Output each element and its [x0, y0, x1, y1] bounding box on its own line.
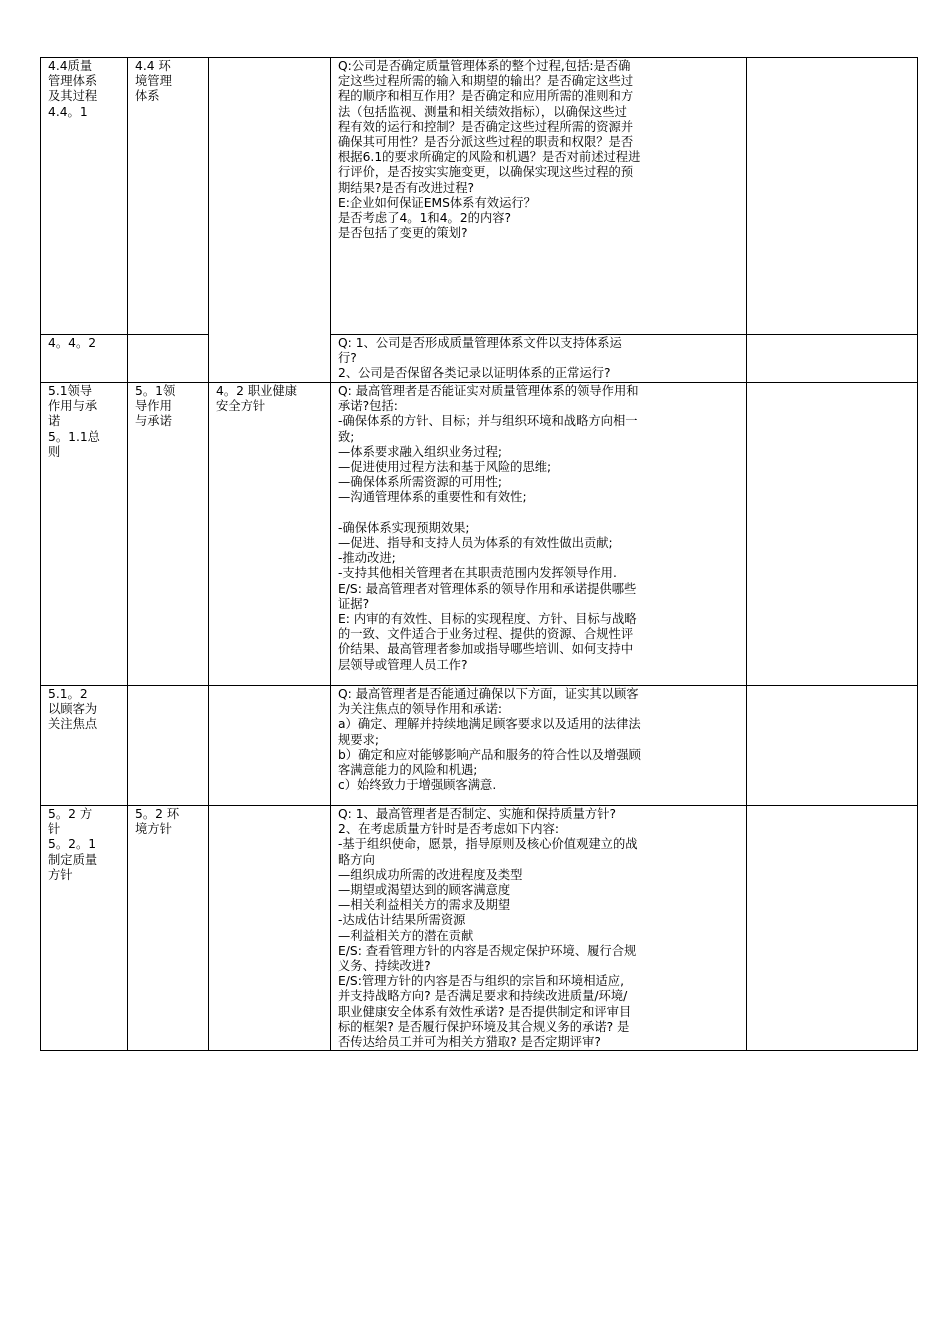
ohs-clause-cell — [209, 58, 331, 383]
qms-clause-cell: 4.4质量 管理体系 及其过程 4.4。1 — [41, 58, 128, 335]
audit-record-cell — [747, 686, 918, 806]
audit-question-cell: Q: 最高管理者是否能证实对质量管理体系的领导作用和 承诺?包括: -确保体系的方针、目标；并与组织环境和战略方向相一 致; —体系要求融入组织业务过程; —促进使用过程方法和基于风险的思维; —确保体系所需资源的可用性; —沟通管理体系的重要性和有效性; -确保体系实现预期效果; —促进、指导和支持人员为体系的有效性做出贡献; -推动改进; -支持其他相关管理者在其职责范围内发挥领导作用. E/S: 最高管理者对管理体系的领导作用和承诺提供哪些 证据? E: 内审的有效性、目标的实现程度、方针、目标与战略 的一致、文件适合于业务过程、提供的资源、合规性评 价结果、最高管理者参加或指导哪些培训、如何支持中 层领导或管理人员工作? — [331, 383, 747, 686]
audit-record-cell — [747, 383, 918, 686]
audit-question-cell: Q:公司是否确定质量管理体系的整个过程,包括:是否确 定这些过程所需的输入和期望的输出？是否确定这些过 程的顺序和相互作用？是否确定和应用所需的准则和方 法（包括监视、测量和相关绩效指标），以确保这些过 程有效的运行和控制？是否确定这些过程所需的资源并 确保其可用性？是否分派这些过程的职责和权限？是否 根据6.1的要求所确定的风险和机遇？是否对前述过程进 行评价，是否按实实施变更，以确保实现这些过程的预 期结果?是否有改进过程? E:企业如何保证EMS体系有效运行？ 是否考虑了4。1和4。2的内容? 是否包括了变更的策划? — [331, 58, 747, 335]
qms-clause-cell: 5.1领导 作用与承 诺 5。1.1总 则 — [41, 383, 128, 686]
ems-clause-cell: 5。2 环 境方针 — [128, 806, 209, 1051]
table-row — [41, 806, 918, 1051]
audit-question-cell: Q: 1、公司是否形成质量管理体系文件以支持体系运 行? 2、公司是否保留各类记录以证明体系的正常运行? — [331, 335, 747, 383]
audit-record-cell — [747, 335, 918, 383]
audit-question-cell: Q: 1、最高管理者是否制定、实施和保持质量方针? 2、在考虑质量方针时是否考虑如下内容: -基于组织使命，愿景，指导原则及核心价值观建立的战 略方向 —组织成功所需的改进程度及类型 —期望或渴望达到的顾客满意度 —相关利益相关方的需求及期望 -达成估计结果所需资源 —利益相关方的潜在贡献 E/S: 查看管理方针的内容是否规定保护环境、履行合规 义务、持续改进? E/S:管理方针的内容是否与组织的宗旨和环境相适应, 并支持战略方向? 是否满足要求和持续改进质量/环境/ 职业健康安全体系有效性承诺? 是否提供制定和评审目 标的框架? 是否履行保护环境及其合规义务的承诺? 是 否传达给员工并可为相关方猎取? 是否定期评审? — [331, 806, 747, 1051]
ems-clause-cell: 4.4 环 境管理 体系 — [128, 58, 209, 335]
qms-clause-cell: 5。2 方 针 5。2。1 制定质量 方针 — [41, 806, 128, 1051]
qms-clause-cell: 5.1。2 以顾客为 关注焦点 — [41, 686, 128, 806]
audit-record-cell — [747, 806, 918, 1051]
ems-clause-cell — [128, 686, 209, 806]
ohs-clause-cell: 4。2 职业健康 安全方针 — [209, 383, 331, 686]
audit-question-cell: Q: 最高管理者是否能通过确保以下方面，证实其以顾客 为关注焦点的领导作用和承诺: a）确定、理解并持续地满足顾客要求以及适用的法律法 规要求; b）确定和应对能够影响产品和服务的符合性以及增强顾 客满意能力的风险和机遇; c）始终致力于增强顾客满意. — [331, 686, 747, 806]
ohs-clause-cell — [209, 686, 331, 806]
audit-checklist-table — [40, 57, 918, 1051]
ems-clause-cell: 5。1领 导作用 与承诺 — [128, 383, 209, 686]
table-row — [41, 686, 918, 806]
qms-clause-cell: 4。4。2 — [41, 335, 128, 383]
ems-clause-cell — [128, 335, 209, 383]
table-row — [41, 335, 918, 383]
ohs-clause-cell — [209, 806, 331, 1051]
audit-record-cell — [747, 58, 918, 335]
table-row — [41, 58, 918, 335]
table-row — [41, 383, 918, 686]
